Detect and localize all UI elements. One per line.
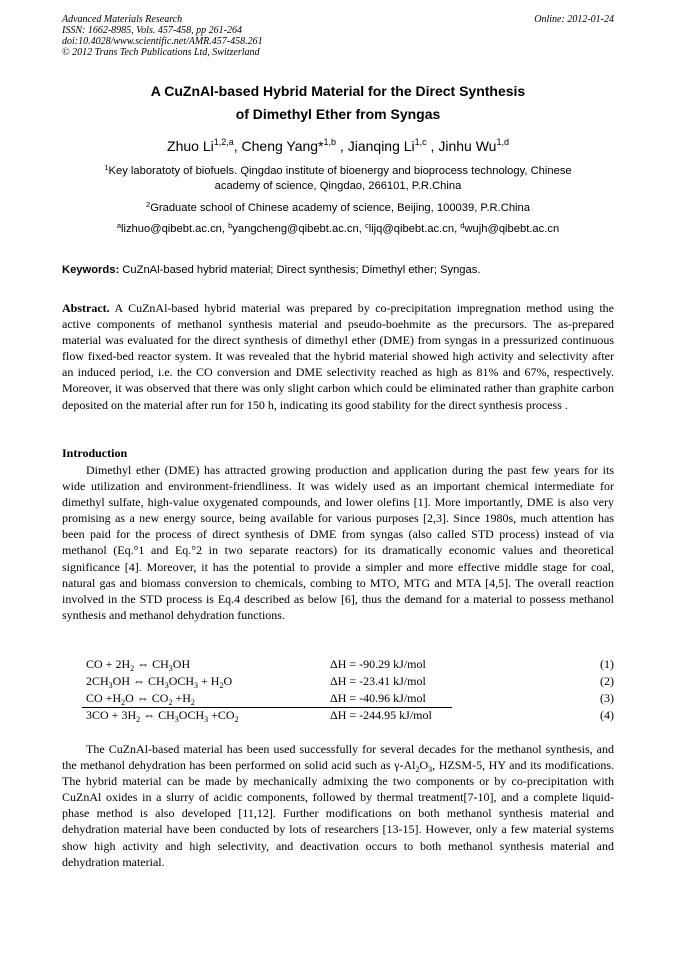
equation-formula	[86, 656, 190, 673]
formula-text: OCH	[168, 674, 195, 688]
equation-enthalpy: ΔH = -90.29 kJ/mol	[330, 657, 426, 671]
author-separator: ,	[233, 138, 242, 154]
affiliation-1	[62, 164, 614, 193]
author-sup: 1,d	[496, 137, 509, 147]
email-link[interactable]: yangcheng@qibebt.ac.cn,	[232, 223, 365, 235]
affiliation-sup: 1	[104, 163, 109, 172]
paper-title	[62, 80, 614, 126]
subscript: 3	[204, 715, 209, 724]
intro-paragraph-2	[62, 741, 614, 870]
formula-text: O	[223, 674, 233, 688]
affiliation-1-line-2: academy of science, Qingdao, 266101, P.R.China	[214, 179, 462, 192]
affiliation-1-line-1: Key laboratoty of biofuels. Qingdao institute of bioenergy and bioprocess technology, Chinese	[108, 165, 572, 177]
email-sup: a	[116, 221, 121, 230]
formula-text: OH	[172, 657, 191, 671]
intro-paragraph-1: Dimethyl ether (DME) has attracted growing production and application during the past few years for its wide utilization and environment-friendliness. It was widely used as an important chemical intermediate for dimethyl sulfate, high-value oxygenated compounds, and lower olefins [1]. More importantly, DME is also very promising as a new energy source, being available for various purposes [2,3]. Since 1980s, much attention has been paid for the process of direct synthesis of DME from syngas (also called STD process) instead of via methanol (Eq.°1 and Eq.°2 in two separate reactors) for its dramatically economic values and theoretical significance [4]. Moreover, it has the potential to provide a simpler and more effective middle stage for coal, natural gas and biomass conversion to chemicals, combing to MTO, MTG and MTA [4,5]. The overall reaction involved in the STD process is Eq.4 described as below [6], thus the demand for a material to possess methanol synthesis and methanol dehydration functions.	[62, 463, 614, 622]
formula-text: ⇔ CH	[134, 657, 169, 671]
email-link[interactable]: lizhuo@qibebt.ac.cn,	[120, 223, 229, 235]
equation-row	[82, 690, 614, 707]
equation-formula	[86, 690, 195, 707]
journal-name: Advanced Materials Research	[62, 14, 183, 25]
formula-text: OCH	[178, 708, 205, 722]
paragraph-2-text-b: O	[419, 758, 429, 773]
author-list	[62, 136, 614, 156]
paragraph-2-text-c: , HZSM-5, HY and its modifications. The hybrid material can be made by mechanically admixing the two components or by co-precipitation with CuZnAl oxides in a slurry of acidic components, followed by thermal treatment[7-10], and a complete liquid-phase method is also developed [11,12]. Further modifications on both methanol synthesis material and dehydration material have been conducted by lots of researchers [13-15]. However, only a few material systems show high activity and high selectivity, and deactivation occurs to both methanol synthesis material and dehydration material.	[62, 758, 615, 869]
affiliation-2	[62, 201, 614, 216]
author-name: Jinhu Wu	[438, 138, 497, 154]
keywords	[62, 263, 614, 278]
affiliation-sup: 2	[146, 200, 151, 209]
formula-text: O ⇔ CO	[125, 691, 169, 705]
author-name: Cheng Yang*	[241, 138, 324, 154]
subscript: 3	[168, 664, 173, 673]
author-separator: ,	[336, 138, 348, 154]
formula-text: ⇔ CH	[140, 708, 175, 722]
subscript: 3	[174, 715, 179, 724]
equation-number: (4)	[600, 708, 614, 722]
equation-row	[82, 707, 614, 724]
subscript: 3	[428, 765, 433, 775]
title-line-2: of Dimethyl Ether from Syngas	[235, 106, 441, 122]
journal-header	[62, 14, 614, 58]
formula-text: 2CH	[86, 674, 109, 688]
subscript: 3	[108, 681, 113, 690]
subscript: 2	[130, 664, 135, 673]
keywords-text: CuZnAl-based hybrid material; Direct synthesis; Dimethyl ether; Syngas.	[119, 264, 481, 276]
subscript: 2	[234, 715, 239, 724]
title-line-1: A CuZnAl-based Hybrid Material for the Direct Synthesis	[150, 83, 526, 99]
email-sup: b	[228, 221, 233, 230]
author-sup: 1,2,a	[213, 137, 234, 147]
formula-text: CO +H	[86, 691, 122, 705]
author-emails	[62, 222, 614, 237]
author-sup: 1,b	[323, 137, 337, 147]
equation-formula	[86, 673, 232, 690]
subscript: 2	[219, 681, 224, 690]
formula-text: +H	[172, 691, 191, 705]
subscript: 2	[190, 698, 195, 707]
author-name: Zhuo Li	[167, 138, 214, 154]
equation-row	[82, 673, 614, 690]
affiliation-2-text: Graduate school of Chinese academy of science, Beijing, 100039, P.R.China	[150, 202, 530, 214]
journal-doi: doi:10.4028/www.scientific.net/AMR.457-458.261	[62, 36, 263, 47]
subscript: 2	[168, 698, 173, 707]
subscript: 3	[194, 681, 199, 690]
email-sup: c	[364, 221, 369, 230]
abstract	[62, 300, 614, 413]
journal-issn: ISSN: 1662-8985, Vols. 457-458, pp 261-264	[62, 25, 242, 36]
equation-block	[82, 656, 614, 724]
section-heading-introduction: Introduction	[62, 446, 128, 460]
author-sup: 1,c	[414, 137, 427, 147]
equation-formula	[86, 707, 239, 724]
subscript: 2	[415, 765, 420, 775]
equation-enthalpy: ΔH = -244.95 kJ/mol	[330, 708, 432, 722]
subscript: 2	[121, 698, 126, 707]
equation-enthalpy: ΔH = -40.96 kJ/mol	[330, 691, 426, 705]
author-name: Jianqing Li	[347, 138, 415, 154]
equation-number: (3)	[600, 691, 614, 705]
equation-row	[82, 656, 614, 673]
email-sup: d	[460, 221, 465, 230]
keywords-label: Keywords:	[62, 264, 120, 276]
equation-number: (2)	[600, 674, 614, 688]
abstract-text: A CuZnAl-based hybrid material was prepared by co-precipitation impregnation method using the active components of methanol synthesis material and pseudo-boehmite as the precursors. The as-prepared material was evaluated for the direct synthesis of dimethyl ether (DME) from syngas in a pressurized continuous flow fixed-bed reactor system. It was revealed that the hybrid material showed high activity and selectivity after an induced period, i.e. the CO conversion and DME selectivity reached as high as 81% and 67%, respectively. Moreover, it was observed that there was only slight carbon which could be eliminated rather than graphite carbon deposited on the material after run for 150 h, indicating its good stability for the direct synthesis process .	[62, 301, 614, 412]
formula-text: +CO	[208, 708, 235, 722]
paragraph-2-text-a: The CuZnAl-based material has been used successfully for several decades for the methanol synthesis, and the methanol dehydration has been performed on solid acid such as γ-Al	[62, 742, 614, 773]
formula-text: OH ⇔ CH	[112, 674, 165, 688]
formula-text: + H	[198, 674, 220, 688]
subscript: 3	[164, 681, 169, 690]
formula-text: 3CO + 3H	[86, 708, 137, 722]
formula-text: CO + 2H	[86, 657, 131, 671]
email-link[interactable]: wujh@qibebt.ac.cn	[464, 223, 560, 235]
abstract-label: Abstract.	[62, 301, 110, 315]
journal-copyright: © 2012 Trans Tech Publications Ltd, Switzerland	[62, 47, 260, 58]
online-date: Online: 2012-01-24	[534, 14, 614, 25]
equation-enthalpy: ΔH = -23.41 kJ/mol	[330, 674, 426, 688]
equation-number: (1)	[600, 657, 614, 671]
author-separator: ,	[426, 138, 439, 154]
subscript: 2	[136, 715, 141, 724]
email-link[interactable]: lijq@qibebt.ac.cn,	[368, 223, 461, 235]
